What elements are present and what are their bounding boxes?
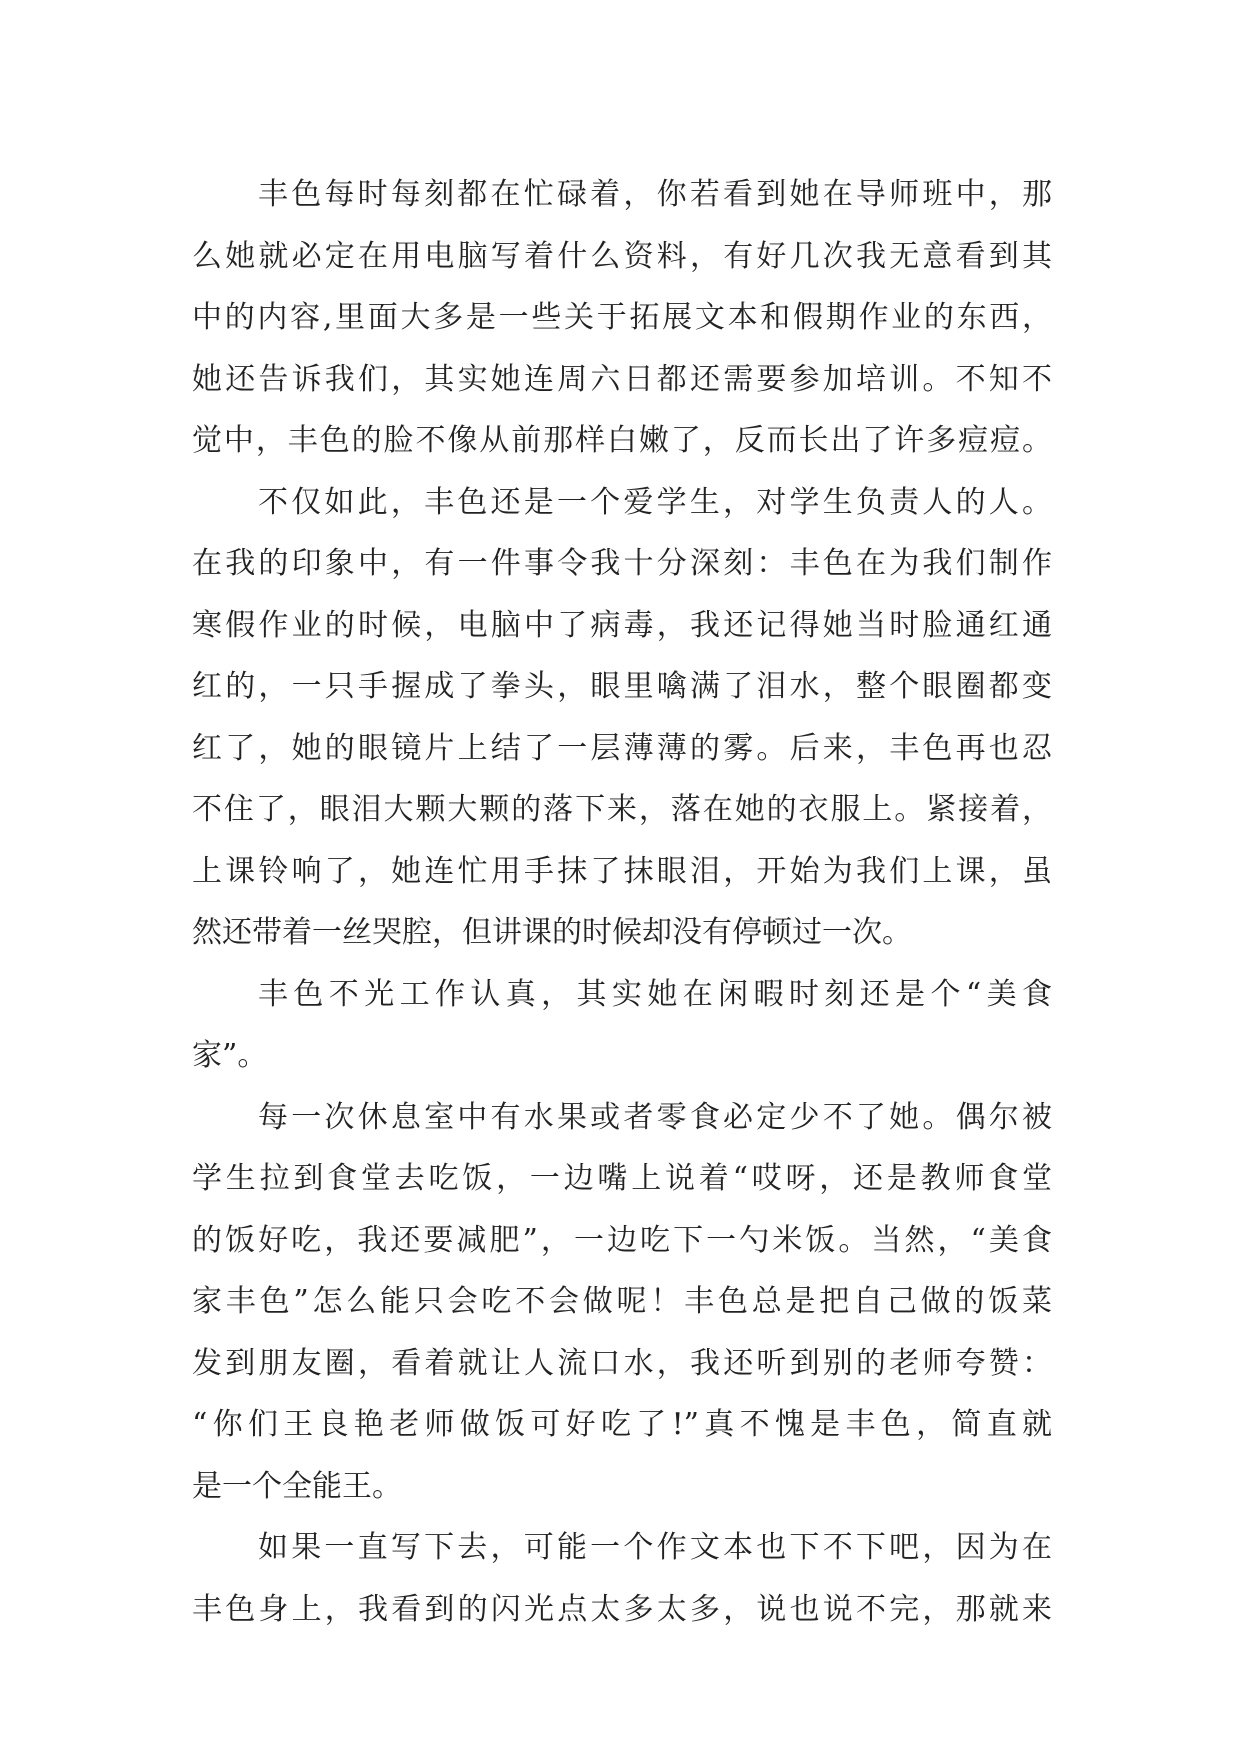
paragraph-2 xyxy=(192,472,1052,964)
paragraph-3 xyxy=(192,964,1052,1087)
text-line: 么她就必定在用电脑写着什么资料，有好几次我无意看到其 xyxy=(192,238,1052,274)
text-line: 学生拉到食堂去吃饭，一边嘴上说着“哎呀，还是教师食堂 xyxy=(192,1161,1052,1196)
text-line: 不住了，眼泪大颗大颗的落下来，落在她的衣服上。紧接着， xyxy=(192,792,1052,827)
text-line: 觉中，丰色的脸不像从前那样白嫩了，反而长出了许多痘痘。 xyxy=(192,423,1052,458)
text-line: 不仅如此，丰色还是一个爱学生，对学生负责人的人。 xyxy=(258,484,1052,520)
essay-body xyxy=(192,164,1052,1640)
text-line: 然还带着一丝哭腔，但讲课的时候却没有停顿过一次。 xyxy=(192,915,912,950)
text-line: 如果一直写下去，可能一个作文本也下不下吧，因为在 xyxy=(258,1530,1052,1565)
text-line: 红的，一只手握成了拳头，眼里噙满了泪水，整个眼圈都变 xyxy=(192,669,1052,704)
paragraph-4 xyxy=(192,1087,1052,1518)
text-line: 发到朋友圈，看着就让人流口水，我还听到别的老师夸赞： xyxy=(192,1345,1052,1381)
text-line: 的饭好吃，我还要减肥”，一边吃下一勺米饭。当然，“美食 xyxy=(192,1222,1052,1258)
paragraph-1 xyxy=(192,164,1052,472)
text-line: 丰色每时每刻都在忙碌着，你若看到她在导师班中，那 xyxy=(258,177,1052,212)
text-line: 她还告诉我们，其实她连周六日都还需要参加培训。不知不 xyxy=(192,361,1052,397)
text-line: 寒假作业的时候，电脑中了病毒，我还记得她当时脸通红通 xyxy=(192,607,1052,643)
text-line: 红了，她的眼镜片上结了一层薄薄的雾。后来，丰色再也忍 xyxy=(192,730,1052,766)
text-line: 是一个全能王。 xyxy=(192,1468,402,1504)
text-line: 家”。 xyxy=(192,1038,268,1073)
paragraph-5 xyxy=(192,1517,1052,1640)
text-line: “你们王良艳老师做饭可好吃了!”真不愧是丰色，简直就 xyxy=(192,1407,1052,1442)
text-line: 上课铃响了，她连忙用手抹了抹眼泪，开始为我们上课，虽 xyxy=(192,853,1052,889)
text-line: 丰色身上，我看到的闪光点太多太多，说也说不完，那就来 xyxy=(192,1591,1052,1627)
text-line: 丰色不光工作认真，其实她在闲暇时刻还是个“美食 xyxy=(258,976,1052,1012)
text-line: 中的内容,里面大多是一些关于拓展文本和假期作业的东西， xyxy=(192,300,1052,335)
text-line: 家丰色”怎么能只会吃不会做呢！丰色总是把自己做的饭菜 xyxy=(192,1284,1052,1319)
text-line: 在我的印象中，有一件事令我十分深刻：丰色在为我们制作 xyxy=(192,546,1052,581)
text-line: 每一次休息室中有水果或者零食必定少不了她。偶尔被 xyxy=(258,1099,1052,1135)
